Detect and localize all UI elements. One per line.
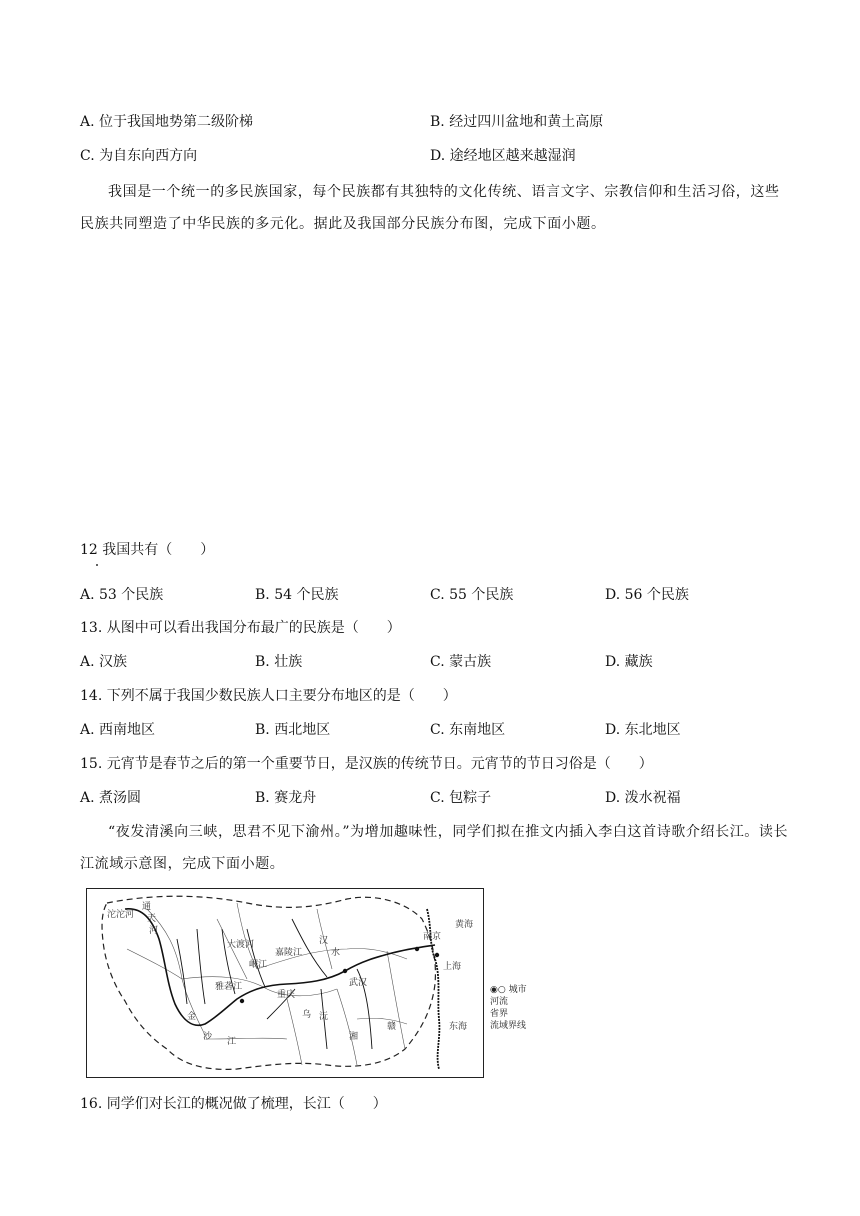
map-label-tong: 通 bbox=[142, 902, 152, 912]
yangtze-basin-map bbox=[86, 888, 484, 1078]
q15-option-b: B. 赛龙舟 bbox=[255, 790, 317, 806]
map-label-chongqing: 重庆 bbox=[277, 990, 296, 1000]
yangtze-intro-paragraph: “夜发清溪向三峡，思君不见下渝州。”为增加趣味性，同学们拟在推文内插入李白这首诗歌介绍长江。读长江流域示意图，完成下面小题。 bbox=[80, 824, 789, 872]
map-label-gan: 赣 bbox=[387, 1022, 397, 1032]
question-13-stem: 13. 从图中可以看出我国分布最广的民族是（ ） bbox=[80, 620, 401, 636]
legend-city: ◉○ 城市 bbox=[490, 985, 527, 995]
bullet-dot bbox=[96, 564, 98, 566]
q13-option-d: D. 藏族 bbox=[605, 654, 653, 670]
map-label-shanghai: 上海 bbox=[443, 962, 462, 972]
map-label-xiang: 湘 bbox=[349, 1032, 359, 1042]
question-16-stem: 16. 同学们对长江的概况做了梳理，长江（ ） bbox=[80, 1096, 387, 1112]
option-a: A. 位于我国地势第二级阶梯 bbox=[80, 114, 254, 130]
map-label-huanghai: 黄海 bbox=[455, 920, 474, 930]
q12-option-d: D. 56 个民族 bbox=[605, 587, 689, 603]
map-label-wuhan: 武汉 bbox=[349, 978, 368, 988]
map-label-tian: 天 bbox=[147, 914, 157, 924]
q14-option-c: C. 东南地区 bbox=[430, 722, 506, 738]
q15-option-a: A. 煮汤圆 bbox=[80, 790, 142, 806]
map-label-jiang: 江 bbox=[227, 1037, 237, 1047]
q13-option-a: A. 汉族 bbox=[80, 654, 128, 670]
q15-option-c: C. 包粽子 bbox=[430, 790, 492, 806]
option-d: D. 途经地区越来越湿润 bbox=[430, 148, 576, 164]
legend-river: 河流 bbox=[490, 997, 509, 1007]
q13-option-c: C. 蒙古族 bbox=[430, 654, 492, 670]
map-legend bbox=[490, 984, 527, 1032]
map-label-yuan: 沅 bbox=[319, 1012, 329, 1022]
q12-option-a: A. 53 个民族 bbox=[80, 587, 164, 603]
map-label-han: 汉 bbox=[319, 936, 329, 946]
map-label-donghai: 东海 bbox=[449, 1022, 468, 1032]
map-drawing bbox=[87, 889, 483, 1077]
map-label-shui: 水 bbox=[331, 948, 341, 958]
option-b: B. 经过四川盆地和黄土高原 bbox=[430, 114, 604, 130]
legend-province-border: 省界 bbox=[490, 1009, 509, 1019]
option-c: C. 为自东向西方向 bbox=[80, 148, 198, 164]
map-label-nanjing: 南京 bbox=[423, 932, 442, 942]
question-14-stem: 14. 下列不属于我国少数民族人口主要分布地区的是（ ） bbox=[80, 688, 457, 704]
q13-option-b: B. 壮族 bbox=[255, 654, 303, 670]
map-label-tuotuo: 沱沱河 bbox=[107, 910, 135, 920]
q14-option-b: B. 西北地区 bbox=[255, 722, 331, 738]
ethnic-intro-paragraph: 我国是一个统一的多民族国家，每个民族都有其独特的文化传统、语言文字、宗教信仰和生活习俗，这些民族共同塑造了中华民族的多元化。据此及我国部分民族分布图，完成下面小题。 bbox=[80, 184, 780, 232]
question-12-stem: 12 我国共有（ ） bbox=[80, 542, 215, 558]
map-label-wu: 乌 bbox=[302, 1010, 312, 1020]
map-label-jialing: 嘉陵江 bbox=[275, 948, 303, 958]
q12-option-b: B. 54 个民族 bbox=[255, 587, 339, 603]
q14-option-d: D. 东北地区 bbox=[605, 722, 681, 738]
map-label-yalong: 雅砻江 bbox=[215, 982, 243, 992]
map-label-he: 河 bbox=[149, 926, 159, 936]
map-label-sha: 沙 bbox=[203, 1032, 213, 1042]
map-label-jin: 金 bbox=[187, 1012, 197, 1022]
legend-basin-boundary: 流域界线 bbox=[490, 1021, 527, 1031]
q15-option-d: D. 泼水祝福 bbox=[605, 790, 681, 806]
q14-option-a: A. 西南地区 bbox=[80, 722, 156, 738]
q12-option-c: C. 55 个民族 bbox=[430, 587, 514, 603]
question-15-stem: 15. 元宵节是春节之后的第一个重要节日，是汉族的传统节日。元宵节的节日习俗是（ ） bbox=[80, 756, 653, 772]
map-label-dadu: 大渡河 bbox=[227, 940, 255, 950]
map-label-min: 岷江 bbox=[249, 960, 268, 970]
